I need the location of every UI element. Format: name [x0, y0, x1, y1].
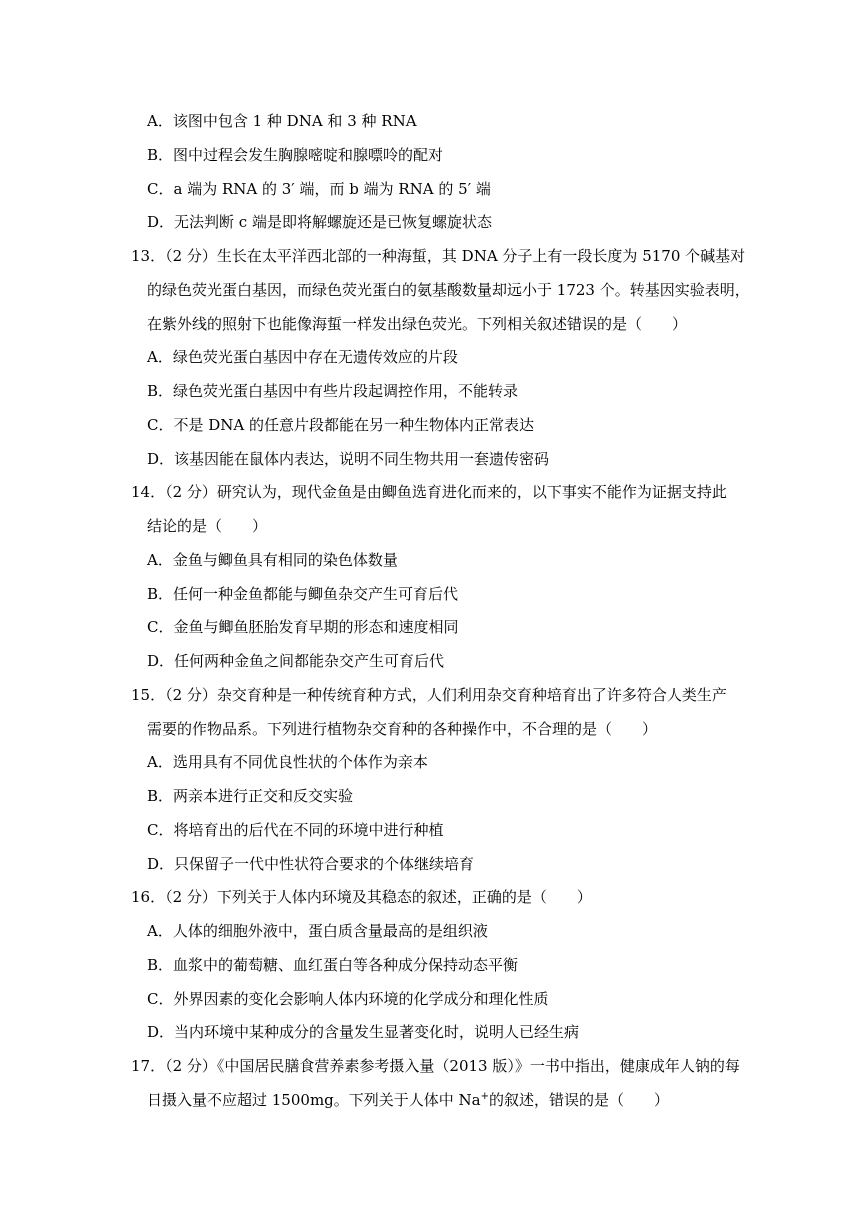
q16-option-c: C．外界因素的变化会影响人体内环境的化学成分和理化性质: [147, 990, 549, 1008]
q15-option-c: C．将培育出的后代在不同的环境中进行种植: [147, 821, 444, 839]
q15-option-a: A．选用具有不同优良性状的个体作为亲本: [147, 753, 428, 771]
q17-stem-text-before: 日摄入量不应超过 1500mg。下列关于人体中 Na: [147, 1091, 481, 1109]
q16-option-b: B．血浆中的葡萄糖、血红蛋白等各种成分保持动态平衡: [147, 956, 519, 974]
q12-option-c: C．a 端为 RNA 的 3′ 端，而 b 端为 RNA 的 5′ 端: [147, 180, 491, 198]
q15-option-b: B．两亲本进行正交和反交实验: [147, 787, 354, 805]
q14-stem-line-2: 结论的是（ ）: [147, 517, 268, 535]
q12-option-a: A．该图中包含 1 种 DNA 和 3 种 RNA: [147, 112, 417, 130]
q17-stem-line-2: [147, 1090, 669, 1110]
q16-option-d: D．当内环境中某种成分的含量发生显著变化时，说明人已经生病: [147, 1023, 580, 1041]
q16-option-a: A．人体的细胞外液中，蛋白质含量最高的是组织液: [147, 922, 488, 940]
q13-option-b: B．绿色荧光蛋白基因中有些片段起调控作用，不能转录: [147, 382, 519, 400]
q14-option-a: A．金鱼与鲫鱼具有相同的染色体数量: [147, 551, 398, 569]
q15-stem-line-1: 15．（2 分）杂交育种是一种传统育种方式，人们利用杂交育种培育出了许多符合人类生产: [131, 686, 727, 704]
q13-option-d: D．该基因能在鼠体内表达，说明不同生物共用一套遗传密码: [147, 450, 550, 468]
q12-option-b: B．图中过程会发生胸腺嘧啶和腺嘌呤的配对: [147, 146, 444, 164]
q12-option-d: D．无法判断 c 端是即将解螺旋还是已恢复螺旋状态: [147, 213, 492, 231]
q14-option-b: B．任何一种金鱼都能与鲫鱼杂交产生可育后代: [147, 585, 459, 603]
q17-stem-line-1: 17．（2 分）《中国居民膳食营养素参考摄入量（2013 版）》一书中指出，健康成年人钠的每: [131, 1057, 740, 1075]
q14-option-d: D．任何两种金鱼之间都能杂交产生可育后代: [147, 652, 445, 670]
q13-stem-line-2: 的绿色荧光蛋白基因，而绿色荧光蛋白的氨基酸数量却远小于 1723 个。转基因实验表明，: [147, 281, 750, 299]
q16-stem-line-1: 16．（2 分）下列关于人体内环境及其稳态的叙述，正确的是（ ）: [131, 888, 592, 906]
q17-stem-text-after: 的叙述，错误的是（ ）: [489, 1091, 670, 1109]
q15-option-d: D．只保留子一代中性状符合要求的个体继续培育: [147, 855, 475, 873]
q14-option-c: C．金鱼与鲫鱼胚胎发育早期的形态和速度相同: [147, 618, 459, 636]
q13-stem-line-3: 在紫外线的照射下也能像海蜇一样发出绿色荧光。下列相关叙述错误的是（ ）: [147, 315, 688, 333]
sodium-ion-charge: +: [480, 1091, 489, 1102]
q13-option-a: A．绿色荧光蛋白基因中存在无遗传效应的片段: [147, 348, 458, 366]
q13-stem-line-1: 13．（2 分）生长在太平洋西北部的一种海蜇，其 DNA 分子上有一段长度为 5170 个碱基对: [131, 247, 746, 265]
q14-stem-line-1: 14．（2 分）研究认为，现代金鱼是由鲫鱼选育进化而来的，以下事实不能作为证据支持此: [131, 483, 727, 501]
q13-option-c: C．不是 DNA 的任意片段都能在另一种生物体内正常表达: [147, 416, 534, 434]
q15-stem-line-2: 需要的作物品系。下列进行植物杂交育种的各种操作中，不合理的是（ ）: [147, 720, 658, 738]
